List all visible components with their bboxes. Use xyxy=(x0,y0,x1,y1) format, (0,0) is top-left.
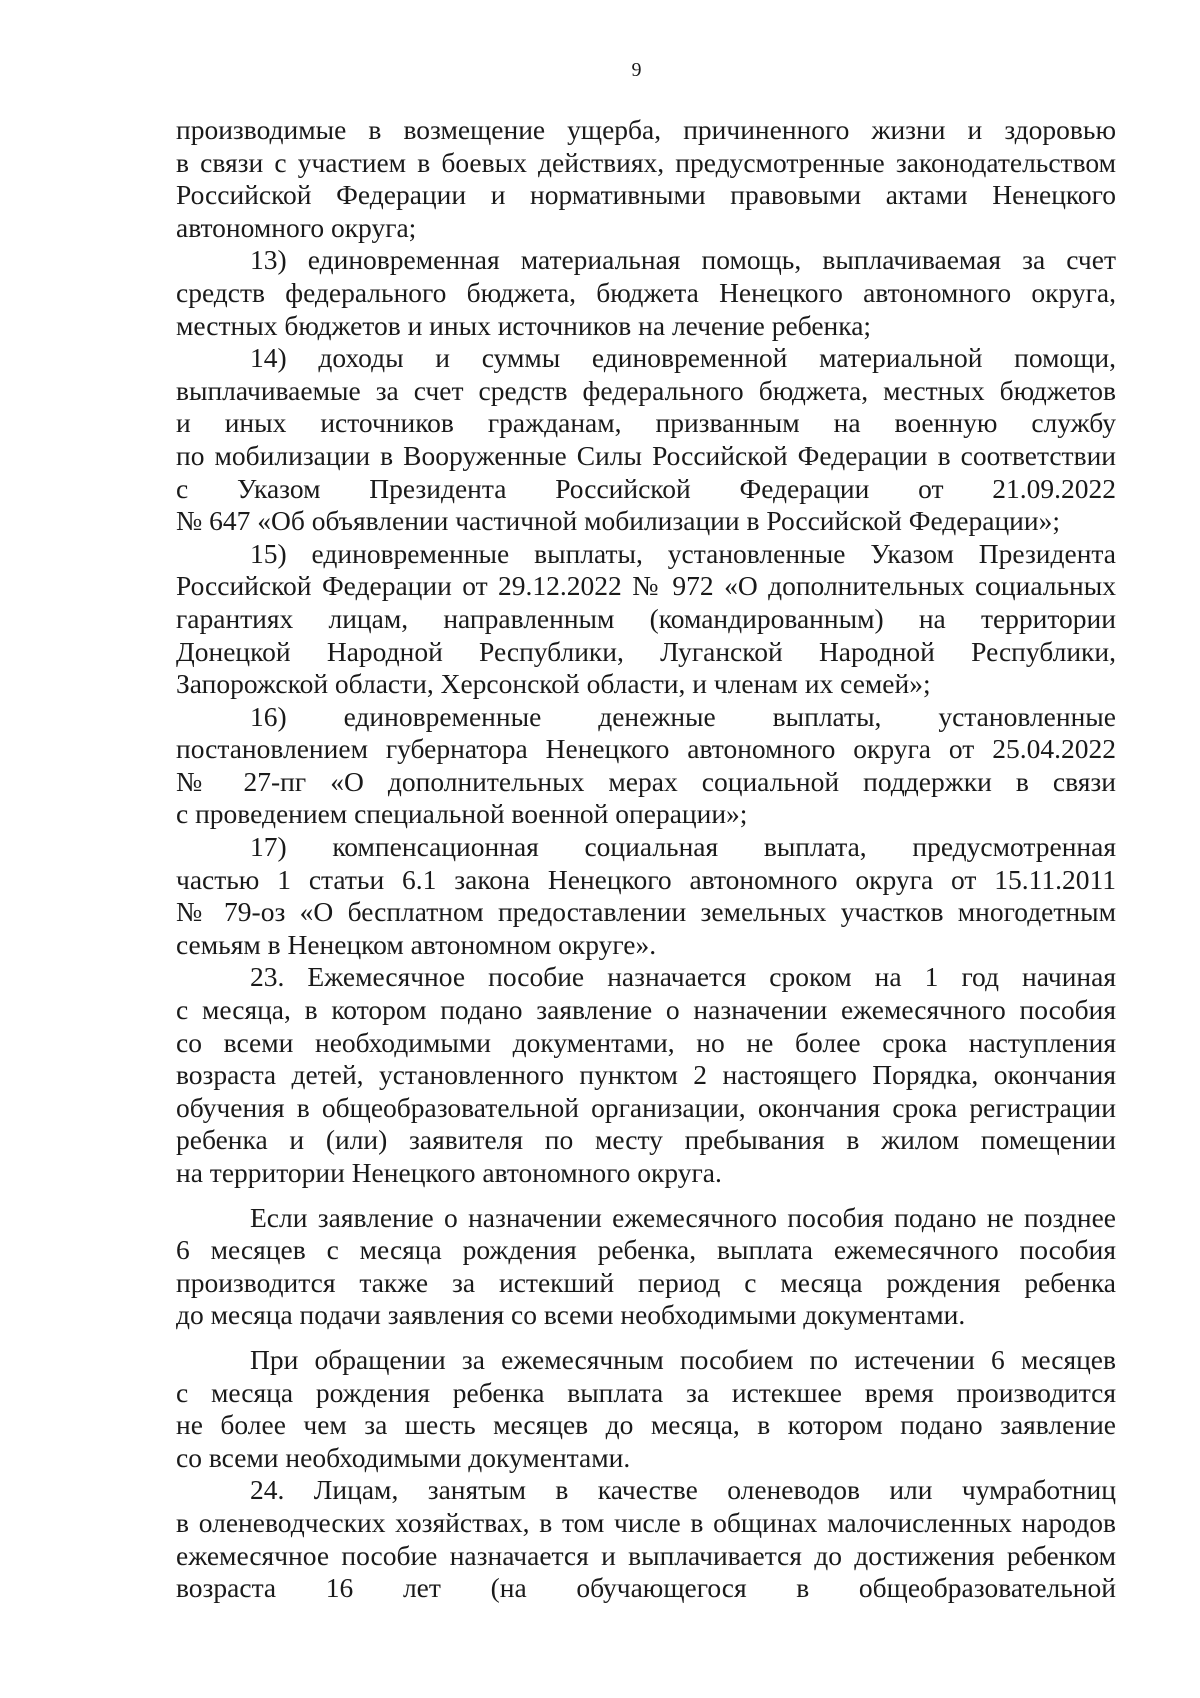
text-line: со всеми необходимыми документами. xyxy=(176,1441,631,1473)
list-item-15 xyxy=(176,538,1116,701)
text-line: семьям в Ненецком автономном округе». xyxy=(176,928,657,960)
text-line: средств федерального бюджета, бюджета Ненецкого автономного округа, xyxy=(176,276,1116,308)
clause-23-paragraph-2 xyxy=(176,1202,1116,1332)
text-line: 13) единовременная материальная помощь, выплачиваемая за счет xyxy=(250,244,1116,276)
text-line: № 647 «Об объявлении частичной мобилизации в Российской Федерации»; xyxy=(176,505,1061,537)
text-line: частью 1 статьи 6.1 закона Ненецкого автономного округа от 15.11.2011 xyxy=(176,863,1116,895)
text-line: в связи с участием в боевых действиях, предусмотренные законодательством xyxy=(176,146,1116,178)
clause-23 xyxy=(176,961,1116,1189)
list-item-16 xyxy=(176,701,1116,831)
text-line: № 79-оз «О бесплатном предоставлении земельных участков многодетным xyxy=(176,896,1116,928)
page-number: 9 xyxy=(631,59,642,81)
text-line: Российской Федерации от 29.12.2022 № 972 «О дополнительных социальных xyxy=(176,570,1116,602)
text-line: местных бюджетов и иных источников на лечение ребенка; xyxy=(176,309,872,341)
text-line: по мобилизации в Вооруженные Силы Российской Федерации в соответствии xyxy=(176,439,1116,471)
text-line: с Указом Президента Российской Федерации от 21.09.2022 xyxy=(176,472,1116,504)
text-line: не более чем за шесть месяцев до месяца, в котором подано заявление xyxy=(176,1409,1116,1441)
text-line: в оленеводческих хозяйствах, в том числе в общинах малочисленных народов xyxy=(176,1506,1116,1538)
text-line: производится также за истекший период с месяца рождения ребенка xyxy=(176,1266,1116,1298)
list-item-14 xyxy=(176,342,1116,538)
text-line: Если заявление о назначении ежемесячного пособия подано не позднее xyxy=(250,1201,1116,1233)
text-line: на территории Ненецкого автономного округа. xyxy=(176,1157,722,1188)
text-line: автономного округа; xyxy=(176,211,417,243)
text-line: ребенка и (или) заявителя по месту пребывания в жилом помещении xyxy=(176,1124,1116,1156)
text-line: ежемесячное пособие назначается и выплачивается до достижения ребенком xyxy=(176,1539,1116,1571)
text-line: возраста детей, установленного пунктом 2 настоящего Порядка, окончания xyxy=(176,1059,1116,1091)
document-body xyxy=(176,114,1116,1605)
text-line: 6 месяцев с месяца рождения ребенка, выплата ежемесячного пособия xyxy=(176,1234,1116,1266)
text-line: с месяца, в котором подано заявление о назначении ежемесячного пособия xyxy=(176,994,1116,1026)
text-line: № 27-пг «О дополнительных мерах социальной поддержки в связи xyxy=(176,765,1116,797)
text-line: 14) доходы и суммы единовременной материальной помощи, xyxy=(250,342,1116,374)
text-line: с проведением специальной военной операции»; xyxy=(176,798,748,830)
text-line: При обращении за ежемесячным пособием по истечении 6 месяцев xyxy=(250,1343,1116,1375)
clause-23-paragraph-3 xyxy=(176,1344,1116,1474)
text-line: и иных источников гражданам, призванным на военную службу xyxy=(176,407,1116,439)
text-line: гарантиях лицам, направленным (командированным) на территории xyxy=(176,602,1116,634)
text-line: Донецкой Народной Республики, Луганской Народной Республики, xyxy=(176,635,1116,667)
text-line: производимые в возмещение ущерба, причиненного жизни и здоровью xyxy=(176,114,1116,145)
text-line: до месяца подачи заявления со всеми необходимыми документами. xyxy=(176,1299,966,1331)
text-line: постановлением губернатора Ненецкого автономного округа от 25.04.2022 xyxy=(176,733,1116,765)
text-line: 17) компенсационная социальная выплата, предусмотренная xyxy=(250,831,1116,863)
text-line: с месяца рождения ребенка выплата за истекшее время производится xyxy=(176,1376,1116,1408)
text-line: возраста 16 лет (на обучающегося в общеобразовательной xyxy=(176,1572,1116,1604)
text-line: 16) единовременные денежные выплаты, установленные xyxy=(250,700,1116,732)
text-line: Запорожской области, Херсонской области, и членам их семей»; xyxy=(176,668,931,700)
list-item-13 xyxy=(176,244,1116,342)
paragraph-continuation xyxy=(176,114,1116,244)
text-line: 23. Ежемесячное пособие назначается сроком на 1 год начиная xyxy=(250,961,1116,993)
text-line: выплачиваемые за счет средств федерального бюджета, местных бюджетов xyxy=(176,374,1116,406)
text-line: со всеми необходимыми документами, но не более срока наступления xyxy=(176,1026,1116,1058)
text-line: 15) единовременные выплаты, установленные Указом Президента xyxy=(250,537,1116,569)
list-item-17 xyxy=(176,831,1116,961)
text-line: Российской Федерации и нормативными правовыми актами Ненецкого xyxy=(176,179,1116,211)
text-line: обучения в общеобразовательной организации, окончания срока регистрации xyxy=(176,1091,1116,1123)
text-line: 24. Лицам, занятым в качестве оленеводов или чумработниц xyxy=(250,1474,1116,1506)
clause-24 xyxy=(176,1474,1116,1604)
